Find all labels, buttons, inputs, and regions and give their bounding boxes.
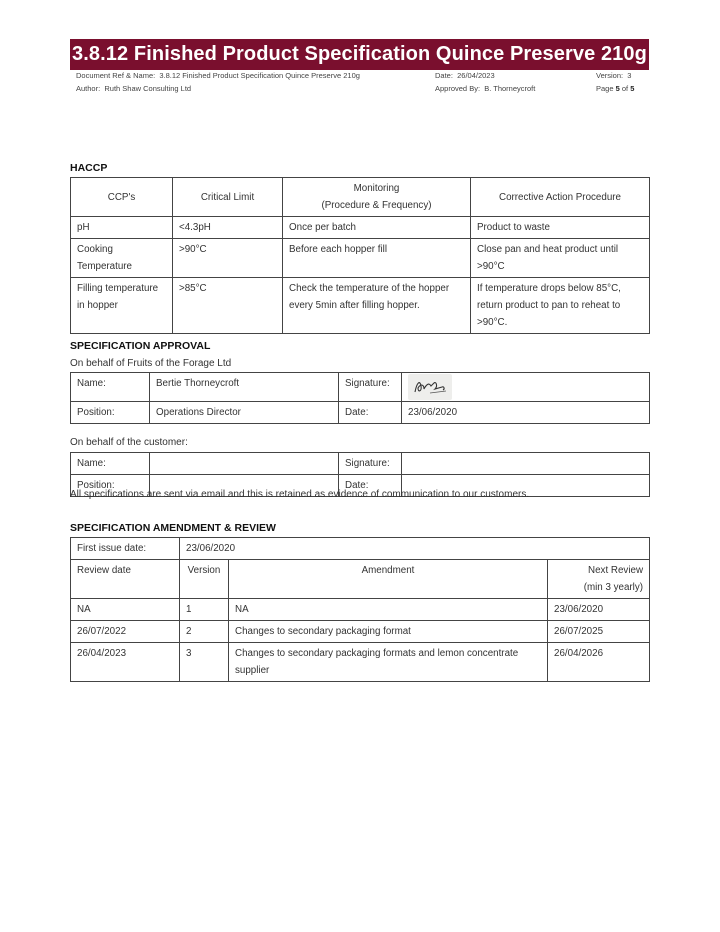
position-label: Position: bbox=[71, 475, 150, 497]
doc-date-value: 26/04/2023 bbox=[457, 71, 495, 80]
first-issue-value: 23/06/2020 bbox=[180, 538, 650, 560]
version-cell: 3 bbox=[180, 643, 229, 682]
approval-heading: SPECIFICATION APPROVAL bbox=[70, 340, 211, 352]
amendment-cell: Changes to secondary packaging formats and lemon concentrate supplier bbox=[229, 643, 548, 682]
amendment-header-row bbox=[71, 560, 650, 599]
signature-cell bbox=[402, 373, 650, 402]
first-issue-label: First issue date: bbox=[71, 538, 180, 560]
next-review-cell: 23/06/2020 bbox=[548, 599, 650, 621]
version-cell: 1 bbox=[180, 599, 229, 621]
next-review-cell: 26/07/2025 bbox=[548, 621, 650, 643]
signature-value[interactable] bbox=[402, 453, 650, 475]
monitoring-cell: Before each hopper fill bbox=[283, 239, 471, 278]
col-review-date: Review date bbox=[71, 560, 180, 599]
doc-approved-value: B. Thorneycroft bbox=[484, 84, 536, 93]
amendment-cell: Changes to secondary packaging format bbox=[229, 621, 548, 643]
ccp-cell: Cooking Temperature bbox=[71, 239, 173, 278]
table-row bbox=[71, 239, 650, 278]
ccp-cell: pH bbox=[71, 217, 173, 239]
signature-label: Signature: bbox=[339, 373, 402, 402]
limit-cell: <4.3pH bbox=[173, 217, 283, 239]
position-value: Operations Director bbox=[150, 402, 339, 424]
communication-note: All specifications are sent via email and this is retained as evidence of communication to our customers. bbox=[70, 489, 530, 500]
limit-cell: >90°C bbox=[173, 239, 283, 278]
haccp-table bbox=[70, 177, 650, 334]
signature-label: Signature: bbox=[339, 453, 402, 475]
review-date-cell: NA bbox=[71, 599, 180, 621]
col-next-review-line2: (min 3 yearly) bbox=[583, 582, 644, 593]
first-issue-row bbox=[71, 538, 650, 560]
version-cell: 2 bbox=[180, 621, 229, 643]
table-row bbox=[71, 217, 650, 239]
ccp-cell: Filling temperature in hopper bbox=[71, 278, 173, 334]
position-label: Position: bbox=[71, 402, 150, 424]
supplier-approval-table bbox=[70, 372, 650, 424]
next-review-cell: 26/04/2026 bbox=[548, 643, 650, 682]
name-label: Name: bbox=[71, 453, 150, 475]
amendment-table bbox=[70, 537, 650, 682]
page-label: Page bbox=[596, 84, 614, 93]
table-row bbox=[71, 643, 650, 682]
doc-approved-by bbox=[435, 84, 535, 93]
doc-version-label: Version: bbox=[596, 71, 624, 80]
table-row bbox=[71, 621, 650, 643]
doc-author-value: Ruth Shaw Consulting Ltd bbox=[104, 84, 192, 93]
corrective-cell: If temperature drops below 85°C, return product to pan to reheat to >90°C. bbox=[471, 278, 650, 334]
col-critical-limit: Critical Limit bbox=[173, 178, 283, 217]
table-row bbox=[71, 599, 650, 621]
doc-author-label: Author: bbox=[76, 84, 101, 93]
monitoring-cell: Check the temperature of the hopper every 5min after filling hopper. bbox=[283, 278, 471, 334]
doc-author bbox=[76, 84, 191, 93]
document-title: 3.8.12 Finished Product Specification Quince Preserve 210g bbox=[70, 39, 649, 70]
col-next-review bbox=[548, 560, 650, 599]
name-label: Name: bbox=[71, 373, 150, 402]
name-value: Bertie Thorneycroft bbox=[150, 373, 339, 402]
signature-image bbox=[408, 374, 452, 400]
page-current: 5 bbox=[615, 84, 620, 93]
review-date-cell: 26/04/2023 bbox=[71, 643, 180, 682]
amendment-heading: SPECIFICATION AMENDMENT & REVIEW bbox=[70, 522, 276, 534]
doc-ref-value: 3.8.12 Finished Product Specification Quince Preserve 210g bbox=[159, 71, 360, 80]
haccp-heading: HACCP bbox=[70, 162, 108, 174]
monitoring-cell: Once per batch bbox=[283, 217, 471, 239]
corrective-cell: Close pan and heat product until >90°C bbox=[471, 239, 650, 278]
name-value[interactable] bbox=[150, 453, 339, 475]
col-amendment: Amendment bbox=[229, 560, 548, 599]
doc-date-label: Date: bbox=[435, 71, 453, 80]
date-value: 23/06/2020 bbox=[402, 402, 650, 424]
customer-caption: On behalf of the customer: bbox=[70, 437, 188, 448]
doc-approved-label: Approved By: bbox=[435, 84, 481, 93]
corrective-cell: Product to waste bbox=[471, 217, 650, 239]
table-row bbox=[71, 373, 650, 402]
col-monitoring-line2: (Procedure & Frequency) bbox=[321, 200, 432, 211]
page-total: 5 bbox=[630, 84, 635, 93]
page-of: of bbox=[621, 84, 629, 93]
col-version: Version bbox=[180, 560, 229, 599]
doc-version-value: 3 bbox=[627, 71, 632, 80]
review-date-cell: 26/07/2022 bbox=[71, 621, 180, 643]
table-row bbox=[71, 278, 650, 334]
page-number bbox=[596, 84, 634, 93]
col-monitoring bbox=[283, 178, 471, 217]
date-label: Date: bbox=[339, 475, 402, 497]
doc-ref bbox=[76, 71, 360, 80]
haccp-header-row bbox=[71, 178, 650, 217]
col-next-review-line1: Next Review bbox=[588, 565, 644, 576]
doc-ref-label: Document Ref & Name: bbox=[76, 71, 156, 80]
supplier-caption: On behalf of Fruits of the Forage Ltd bbox=[70, 358, 232, 369]
table-row bbox=[71, 453, 650, 475]
doc-date bbox=[435, 71, 495, 80]
col-ccp: CCP's bbox=[71, 178, 173, 217]
col-monitoring-line1: Monitoring bbox=[353, 183, 400, 194]
table-row bbox=[71, 402, 650, 424]
doc-version bbox=[596, 71, 631, 80]
limit-cell: >85°C bbox=[173, 278, 283, 334]
date-label: Date: bbox=[339, 402, 402, 424]
col-corrective-action: Corrective Action Procedure bbox=[471, 178, 650, 217]
amendment-cell: NA bbox=[229, 599, 548, 621]
